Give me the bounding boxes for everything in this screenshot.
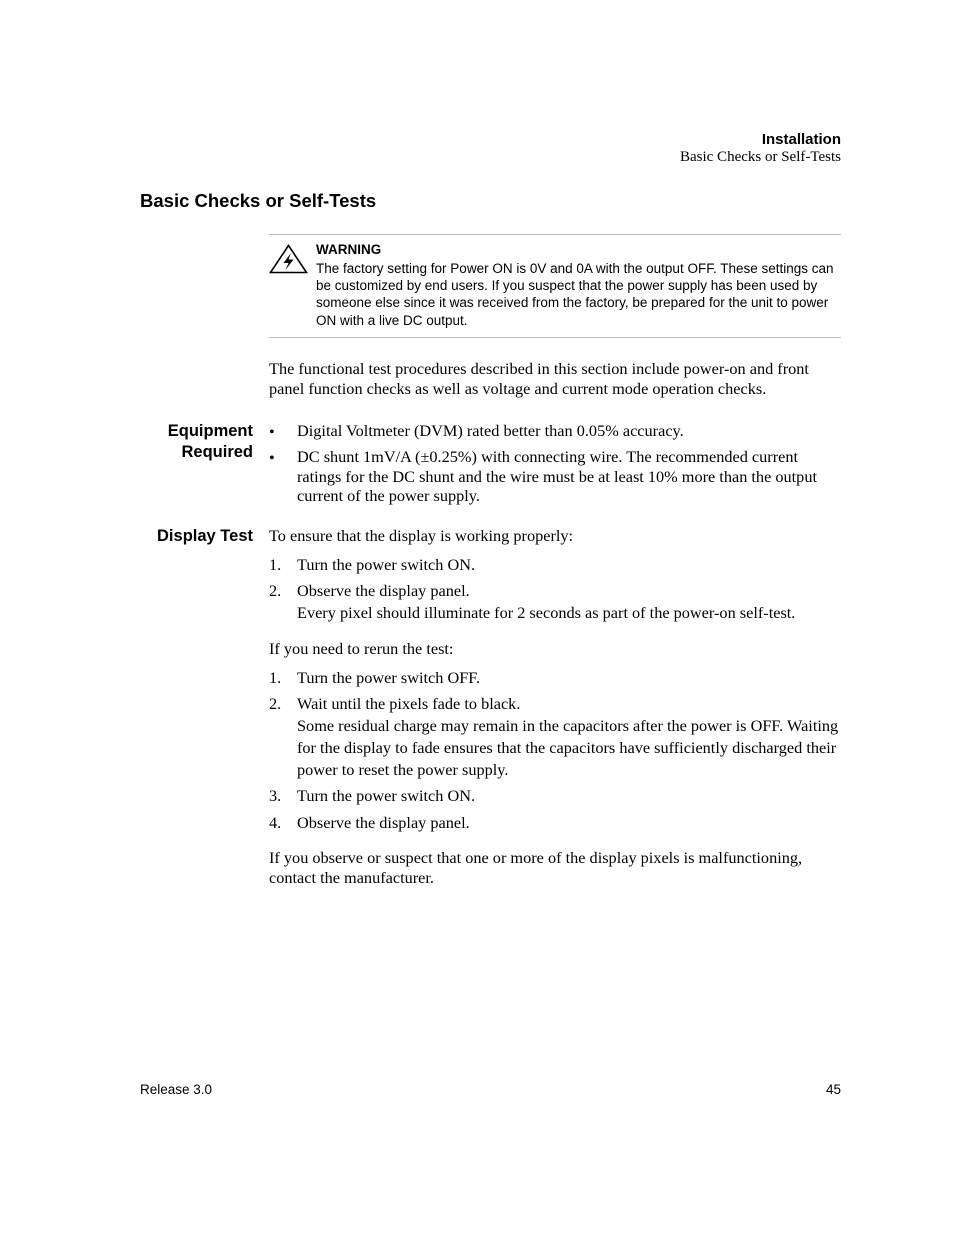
footer-page-number: 45 (825, 1082, 841, 1097)
step-number: 1. (269, 555, 282, 574)
page-title: Basic Checks or Self-Tests (140, 190, 377, 211)
step-main-text: Wait until the pixels fade to black. (297, 694, 521, 713)
step-main-text: Observe the display panel. (297, 581, 470, 600)
step-number: 2. (269, 694, 282, 713)
closing-paragraph: If you observe or suspect that one or more of the display pixels is malfunctioning, contact the manufacturer. (269, 848, 803, 887)
electrical-hazard-icon (269, 244, 308, 274)
equipment-label-line1: Equipment (167, 422, 253, 440)
equipment-item-text: DC shunt 1mV/A (±0.25%) with connecting wire. The recommended current ratings for the DC shunt and the wire must be at least 10% more than the output current of the power supply. (297, 447, 817, 505)
step-number: 1. (269, 668, 282, 687)
bullet-icon: • (269, 448, 275, 467)
footer-release: Release 3.0 (140, 1082, 213, 1097)
running-header-section: Basic Checks or Self-Tests (679, 149, 841, 165)
step-number: 2. (269, 581, 282, 600)
step-note: Some residual charge may remain in the capacitors after the power is OFF. Waiting for the display to fade ensures that the capacitors have sufficiently discharged their power to reset the power supply. (297, 716, 839, 779)
step-text: Turn the power switch OFF. (297, 668, 481, 687)
warning-text: The factory setting for Power ON is 0V and 0A with the output OFF. These settings can be customized by end users. If you suspect that the power supply has been used by someone else since it was received from the factory, be prepared for the unit to power ON with a live DC output. (316, 261, 834, 328)
running-header-chapter: Installation (761, 131, 841, 148)
warning-title: WARNING (316, 242, 382, 257)
step-text (297, 580, 842, 624)
warning-box (269, 234, 841, 338)
step-text: Turn the power switch ON. (297, 786, 476, 805)
bullet-icon: • (269, 422, 275, 441)
rerun-intro: If you need to rerun the test: (269, 639, 454, 658)
step-text: Turn the power switch ON. (297, 555, 476, 574)
display-test-label: Display Test (157, 527, 253, 545)
step-note: Every pixel should illuminate for 2 seconds as part of the power-on self-test. (297, 603, 796, 622)
equipment-required-label (168, 421, 253, 463)
step-text: Observe the display panel. (297, 813, 470, 832)
equipment-item-text: Digital Voltmeter (DVM) rated better than 0.05% accuracy. (297, 421, 684, 440)
equipment-label-line2: Required (181, 443, 253, 461)
display-test-intro: To ensure that the display is working properly: (269, 526, 574, 545)
step-number: 4. (269, 813, 282, 832)
step-text (297, 693, 842, 781)
step-number: 3. (269, 786, 282, 805)
intro-paragraph: The functional test procedures described in this section include power-on and front panel function checks as well as voltage and current mode operation checks. (269, 359, 809, 398)
